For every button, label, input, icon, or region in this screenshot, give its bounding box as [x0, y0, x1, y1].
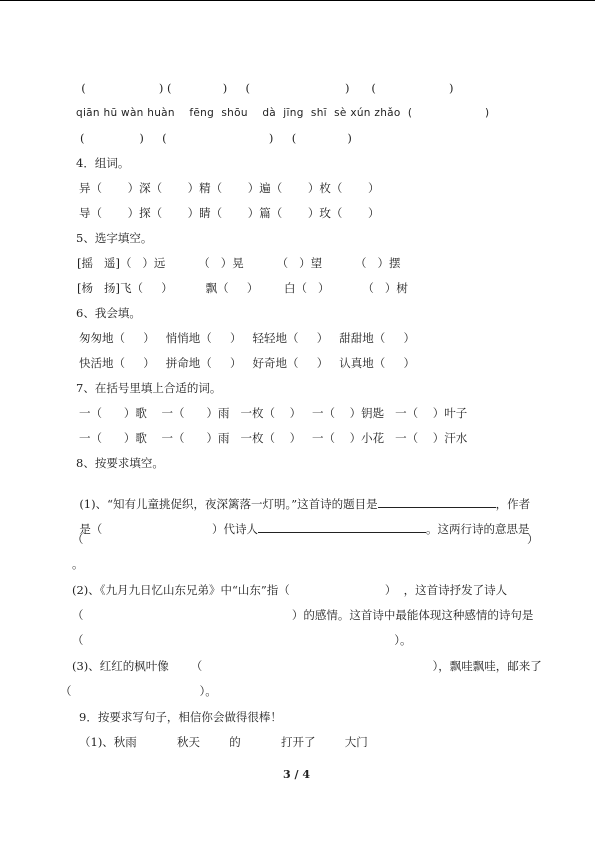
q8-title: 8、按要求填空。 — [76, 456, 164, 470]
q8-p1-meaning-text: 。这两行诗的意思是 — [425, 522, 530, 536]
q8-p1-line3-open: （ — [72, 532, 84, 546]
q4-title: 4．组词。 — [76, 156, 130, 170]
pinyin-row: qiān hū wàn huàn fēng shōu dà jīng shī sè xún zhǎo ( ) — [76, 107, 490, 119]
q9-title: 9．按要求写句子，相信你会做得很棒！ — [79, 710, 282, 724]
pinyin-answer-row-top: ( ) ( ) ( ) ( ) — [74, 81, 454, 95]
q8-p2-line2: （ ）的感情。这首诗中最能体现这种感情的诗句是 — [72, 608, 534, 622]
q8-p3-line1: (3)、红红的枫叶像 （ ），飘哇飘哇，邮来了 — [72, 659, 542, 673]
q7-row1: 一（ ）歌 一（ ）雨 一枚（ ） 一（ ）钥匙 一（ ）叶子 — [79, 406, 468, 420]
q8-poet-blank[interactable] — [258, 521, 426, 533]
q5-row1: [摇 遥]（ ）远 （ ）晃 （ ）望 （ ）摆 — [77, 256, 401, 270]
q8-p3-line2: （ ）。 — [60, 684, 217, 698]
q7-row2: 一（ ）歌 一（ ）雨 一枚（ ） 一（ ）小花 一（ ）汗水 — [79, 431, 468, 445]
page-number: 3 / 4 — [283, 768, 310, 781]
header-rule — [0, 0, 595, 1]
q7-title: 7、在括号里填上合适的词。 — [76, 381, 222, 395]
q4-row1: 异（ ）深（ ）精（ ）遍（ ）枚（ ） — [79, 181, 380, 195]
q8-p2-line1: (2)、《九月九日忆山东兄弟》中“山东”指（ ） ，这首诗抒发了诗人 — [72, 583, 508, 597]
q9-line1: （1)、秋雨 秋天 的 打开了 大门 — [79, 735, 368, 749]
q4-row2: 导（ ）探（ ）睛（ ）篇（ ）玫（ ） — [79, 206, 380, 220]
q8-p1-text-a: (1)、“知有儿童挑促织，夜深篱落一灯明。”这首诗的题目是 — [79, 497, 378, 511]
pinyin-answer-row-bottom: ( ) ( ) ( ) — [80, 131, 352, 145]
q8-p2-line3: （ ）。 — [72, 633, 412, 647]
q6-row2: 快活地（ ） 拼命地（ ） 好奇地（ ） 认真地（ ） — [79, 356, 416, 370]
q6-title: 6、我会填。 — [76, 306, 141, 320]
q8-p1-line3-close: ） — [527, 532, 539, 546]
q8-p1-dynasty-text: 是（ ）代诗人 — [79, 522, 258, 536]
q8-p1-line2 — [72, 507, 529, 536]
q6-row1: 匆匆地（ ） 悄悄地（ ） 轻轻地（ ） 甜甜地（ ） — [79, 331, 416, 345]
q5-row2: [杨 扬]飞（ ） 飘（ ） 白（ ） （ ）树 — [77, 281, 408, 295]
q8-p1-line4: 。 — [72, 557, 84, 571]
q8-p1-text-b: ，作者 — [495, 497, 531, 511]
q5-title: 5、选字填空。 — [76, 231, 153, 245]
